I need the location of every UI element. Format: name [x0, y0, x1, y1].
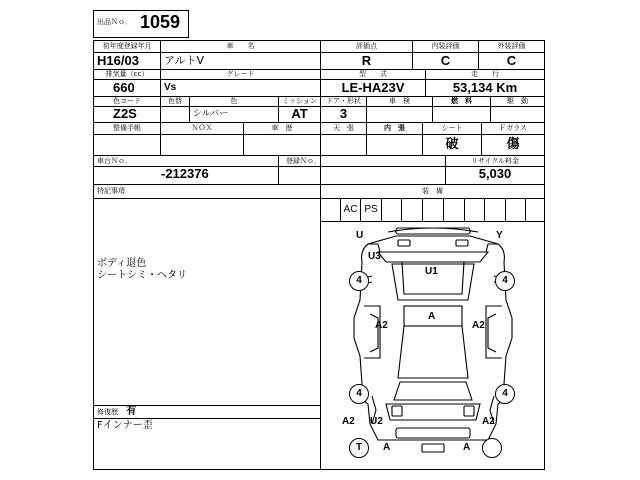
label-first-reg: 初年度登録年月: [102, 42, 152, 50]
value-color: シルバー: [193, 109, 229, 119]
value-mission: AT: [291, 106, 308, 121]
value-model: LE-HA23V: [341, 80, 405, 95]
label-repair-history: 修復歴: [97, 408, 118, 416]
value-displacement: 660: [113, 80, 135, 95]
value-doors: 3: [339, 106, 348, 121]
label-grade: グレード: [226, 70, 255, 78]
lot-label: 出品Ｎｏ．: [97, 18, 132, 26]
wheel-rear-right: 4: [495, 384, 515, 404]
label-doors: ドア・形状: [326, 97, 361, 105]
label-displacement: 排気量（cc）: [105, 70, 149, 78]
value-car-name: アルトV: [164, 54, 205, 67]
mark-rear-right: A2: [482, 416, 495, 427]
label-front-glass: Ｆガラス: [499, 124, 527, 132]
label-headliner: 天 張: [333, 124, 354, 132]
label-fuel: 燃 料: [451, 97, 472, 105]
label-score: 評価点: [356, 42, 377, 50]
mark-rear-left: A2: [342, 416, 355, 427]
label-registration-no: 登録Ｎｏ．: [286, 157, 321, 165]
mark-bottom-right-circle: [482, 438, 502, 458]
wheel-rear-left: 4: [349, 384, 369, 404]
label-drive: 駆 動: [507, 97, 528, 105]
mark-roof: U1: [425, 266, 438, 277]
wheel-front-right: 4: [495, 271, 515, 291]
repair-detail: Fインナー歪: [97, 420, 153, 431]
label-color-change: 色替: [168, 97, 182, 105]
mark-top-right: Y: [496, 230, 503, 241]
label-history: 車 歴: [271, 124, 293, 132]
repair-history-row: [97, 406, 136, 418]
label-chassis-no: 車台Ｎｏ．: [97, 157, 132, 165]
mark-right-door: A2: [472, 320, 485, 331]
value-chassis-no: -212376: [161, 166, 209, 181]
label-interior-eval: 内装評価: [431, 42, 460, 50]
value-first-reg: H16/03: [97, 53, 139, 68]
value-score: R: [361, 53, 372, 68]
label-mission: ミッション: [282, 97, 317, 105]
label-mileage: 走 行: [471, 70, 499, 78]
label-exterior-eval: 外装評価: [497, 42, 526, 50]
mark-rear-mid: U2: [370, 416, 383, 427]
mark-bottom-a1: A: [383, 442, 391, 453]
value-color-code: Z2S: [113, 106, 137, 121]
label-color-code: 色コード: [113, 97, 141, 105]
label-equipment: 装 備: [422, 187, 443, 195]
mark-bottom-t: T: [349, 438, 369, 458]
label-nox: ＮＯＸ: [191, 124, 213, 132]
label-car-name: 車 名: [226, 42, 255, 50]
value-front-glass: 傷: [506, 136, 520, 151]
value-seat: 破: [445, 136, 459, 151]
mark-hood-left: U3: [368, 251, 381, 262]
value-exterior-eval: C: [506, 53, 517, 68]
value-grade: Vs: [164, 82, 177, 93]
equip-ps: PS: [364, 204, 378, 215]
value-repair-history: 有: [126, 406, 137, 417]
lot-number: 1059: [140, 12, 181, 32]
equip-ac: AC: [343, 204, 358, 215]
label-recycle-fee: リサイクル料金: [470, 157, 520, 165]
label-special-notes: 特記事項: [97, 187, 125, 195]
value-mileage: 53,134 Km: [452, 80, 518, 95]
note-line-1: ボディ退色: [97, 258, 147, 269]
wheel-front-left: 4: [349, 271, 369, 291]
label-interior-cloth: 内 張: [384, 124, 405, 132]
label-seat: シート: [441, 124, 463, 132]
note-line-2: シートシミ・ヘタリ: [97, 270, 187, 281]
label-model: 型 式: [359, 70, 387, 78]
value-interior-eval: C: [440, 53, 451, 68]
mark-top-left: U: [356, 230, 364, 241]
mark-center: A: [428, 311, 436, 322]
label-maintenance-book: 整備手帳: [113, 124, 141, 132]
label-color: 色: [230, 97, 238, 105]
mark-left-door: A2: [375, 320, 388, 331]
value-recycle-fee: 5,030: [478, 166, 512, 181]
mark-bottom-a2: A: [463, 442, 471, 453]
label-vehicle-inspection: 車 検: [389, 97, 410, 105]
